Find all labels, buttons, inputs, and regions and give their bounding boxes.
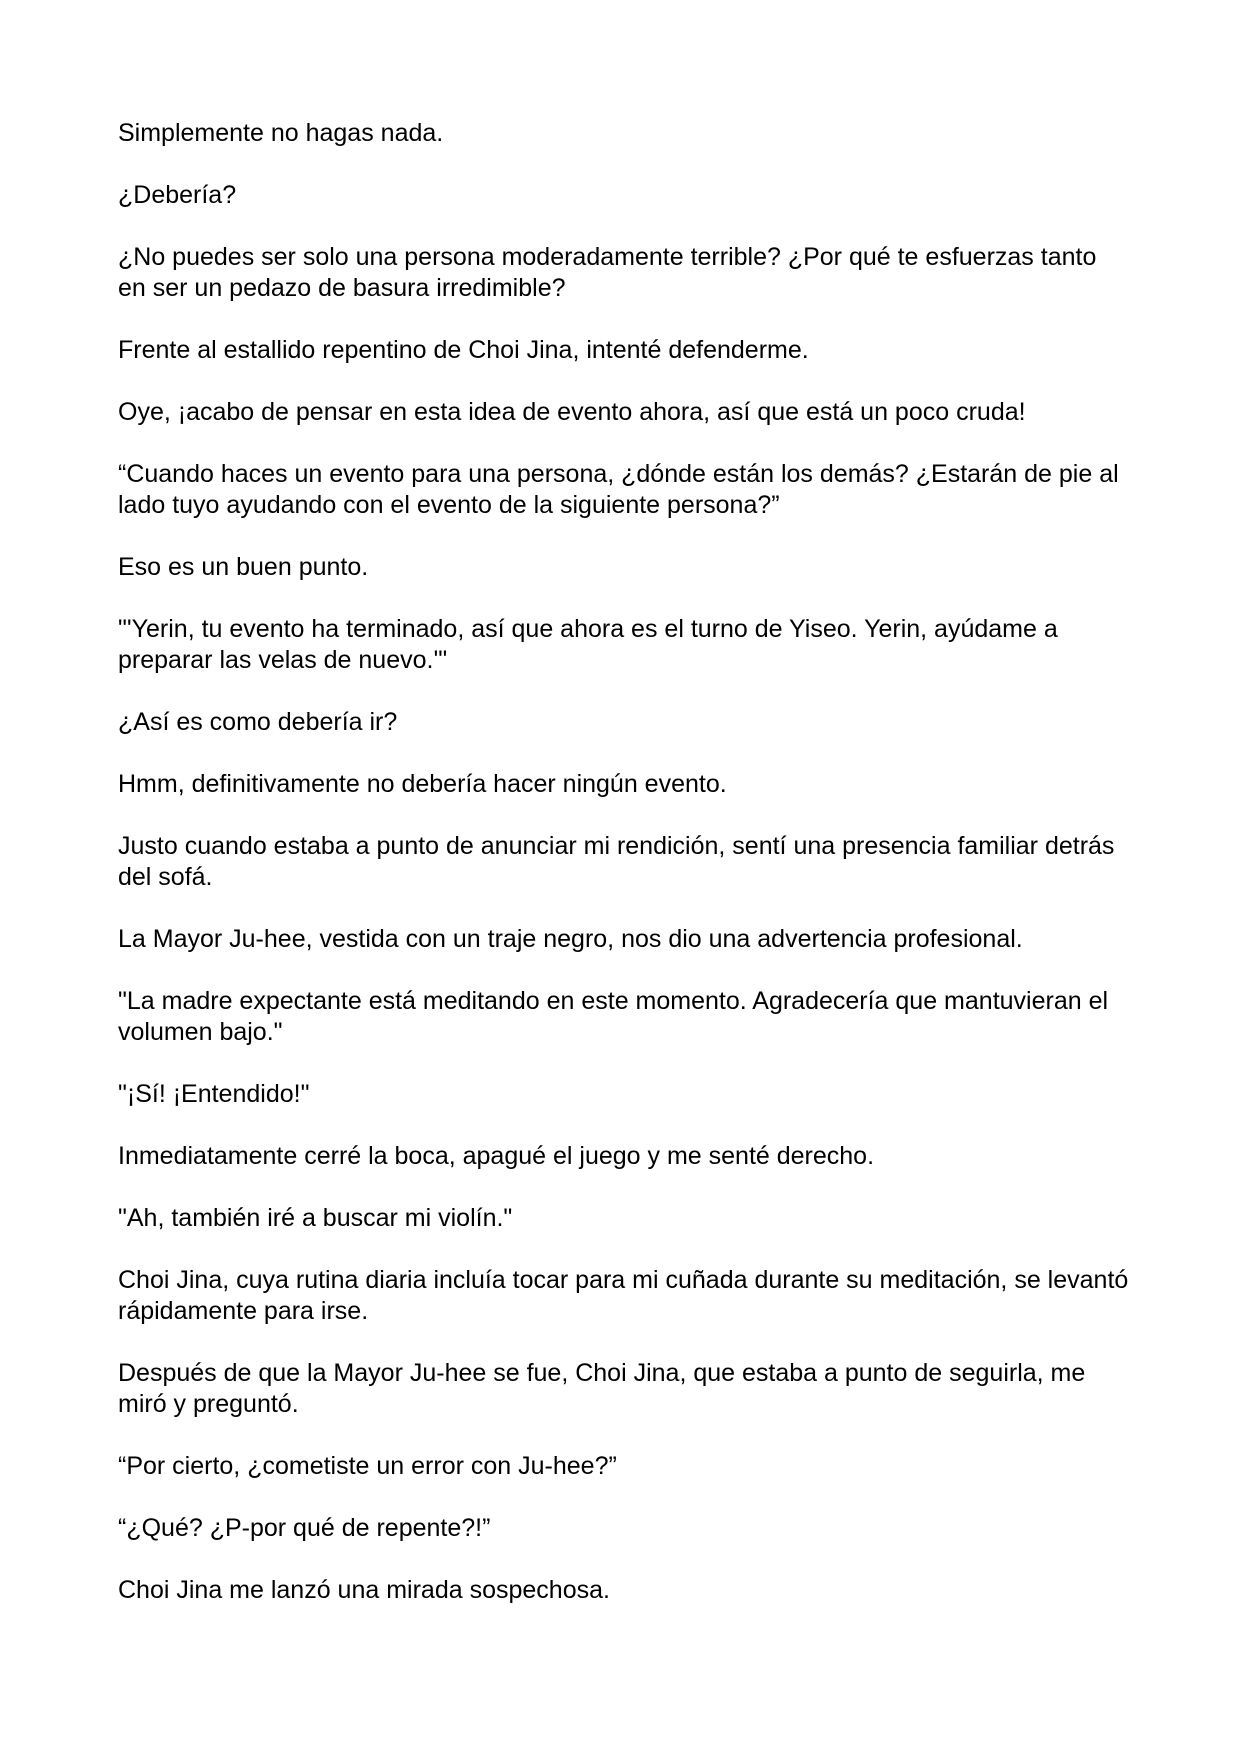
paragraph: La Mayor Ju-hee, vestida con un traje negro, nos dio una advertencia profesional. [118, 925, 1023, 953]
paragraph: ¿Debería? [118, 181, 237, 209]
paragraph: "Ah, también iré a buscar mi violín." [118, 1204, 513, 1232]
paragraph: “¿Qué? ¿P-por qué de repente?!” [118, 1514, 491, 1542]
paragraph: "La madre expectante está meditando en este momento. Agradecería que mantuvieran el volumen bajo." [118, 987, 1109, 1046]
paragraph: Inmediatamente cerré la boca, apagué el juego y me senté derecho. [118, 1142, 875, 1170]
paragraph: "'Yerin, tu evento ha terminado, así que ahora es el turno de Yiseo. Yerin, ayúdame a preparar las velas de nuevo.'" [118, 615, 1058, 674]
paragraph: Frente al estallido repentino de Choi Jina, intenté defenderme. [118, 336, 809, 364]
paragraph: Justo cuando estaba a punto de anunciar mi rendición, sentí una presencia familiar detrás del sofá. [118, 832, 1115, 891]
paragraph: “Cuando haces un evento para una persona, ¿dónde están los demás? ¿Estarán de pie al lado tuyo ayudando con el evento de la siguiente persona?” [118, 460, 1119, 519]
document-body [118, 118, 1130, 1637]
paragraph: Simplemente no hagas nada. [118, 119, 444, 147]
paragraph: Choi Jina me lanzó una mirada sospechosa. [118, 1576, 610, 1604]
paragraph: Después de que la Mayor Ju-hee se fue, Choi Jina, que estaba a punto de seguirla, me miró y preguntó. [118, 1359, 1086, 1418]
paragraph: Oye, ¡acabo de pensar en esta idea de evento ahora, así que está un poco cruda! [118, 398, 1026, 426]
paragraph: “Por cierto, ¿cometiste un error con Ju-hee?” [118, 1452, 617, 1480]
paragraph: Choi Jina, cuya rutina diaria incluía tocar para mi cuñada durante su meditación, se levantó rápidamente para irse. [118, 1266, 1129, 1325]
paragraph: ¿Así es como debería ir? [118, 708, 398, 736]
paragraph: ¿No puedes ser solo una persona moderadamente terrible? ¿Por qué te esfuerzas tanto en ser un pedazo de basura irredimible? [118, 243, 1097, 302]
paragraph: Hmm, definitivamente no debería hacer ningún evento. [118, 770, 727, 798]
paragraph: "¡Sí! ¡Entendido!" [118, 1080, 310, 1108]
paragraph: Eso es un buen punto. [118, 553, 369, 581]
